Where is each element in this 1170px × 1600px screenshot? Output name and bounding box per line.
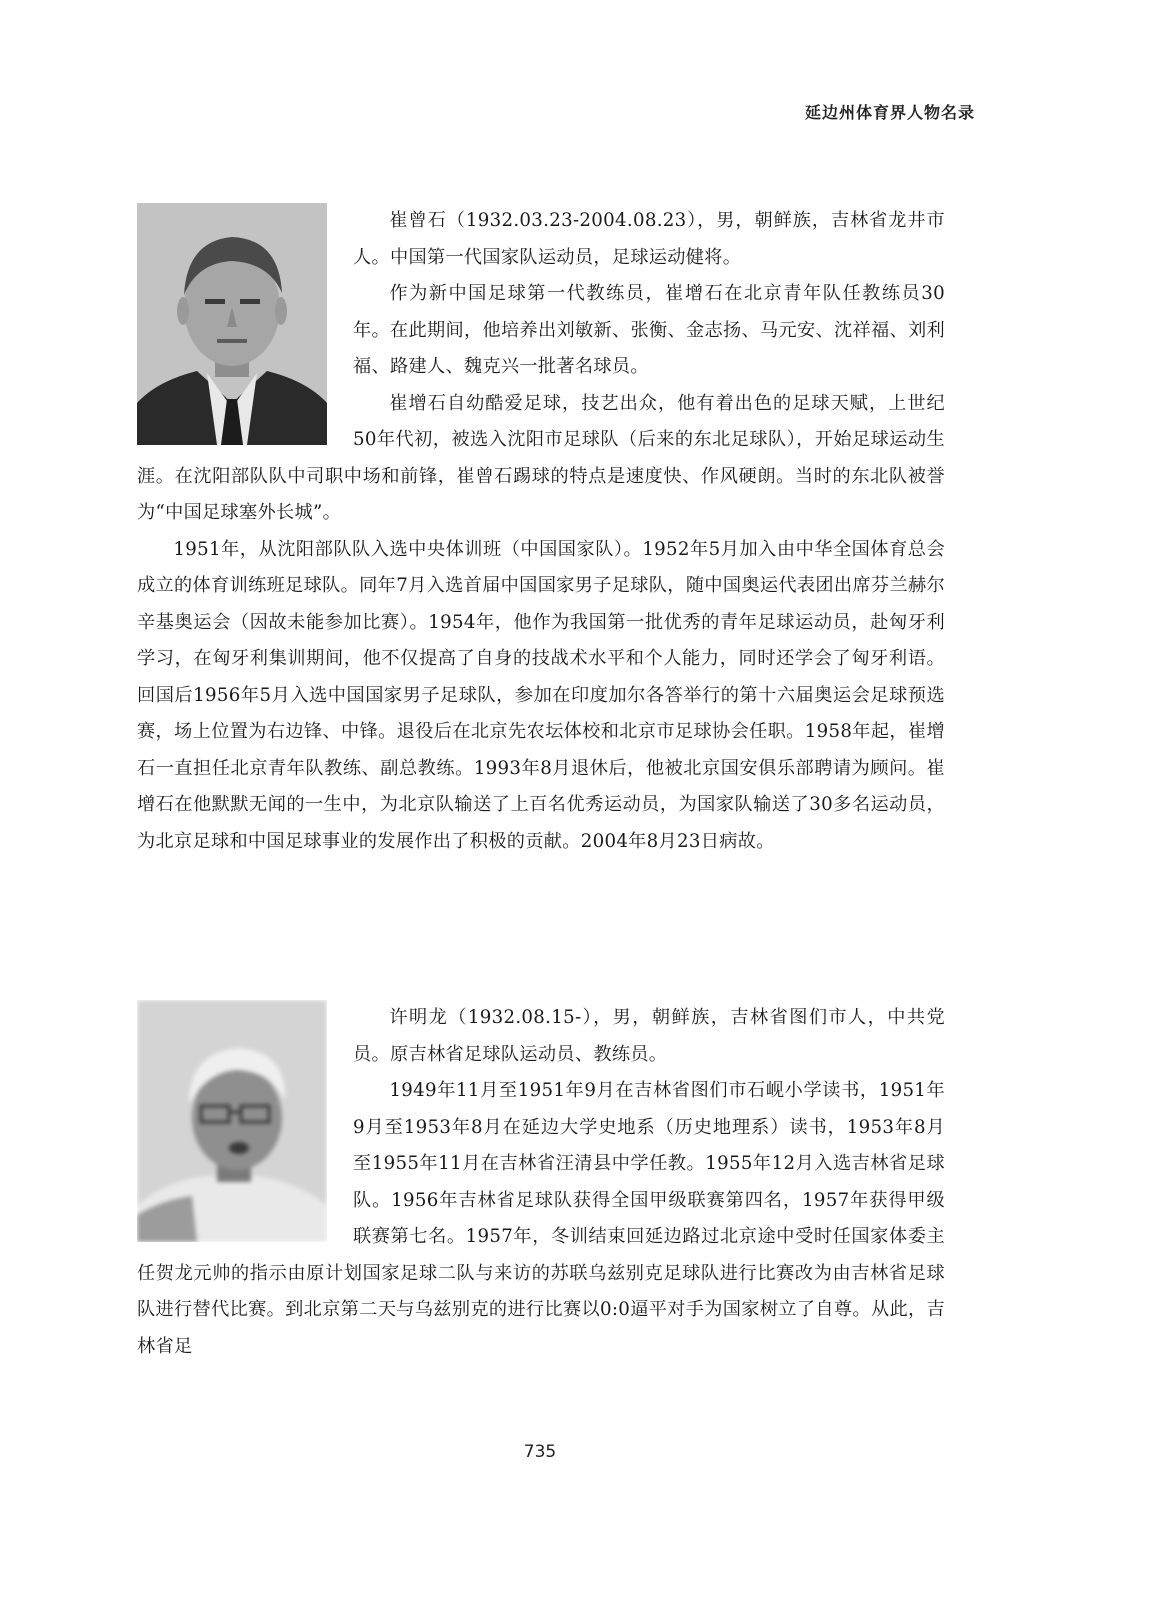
entry-paragraph: 1951年，从沈阳部队队入选中央体训班（中国国家队）。1952年5月加入由中华全国体育总会成立的体育训练班足球队。同年7月入选首届中国国家男子足球队，随中国奥运代表团出席芬兰赫尔辛基奥运会（因故未能参加比赛）。1954年，他作为我国第一批优秀的青年足球运动员，赴匈牙利学习，在匈牙利集训期间，他不仅提高了自身的技战术水平和个人能力，同时还学会了匈牙利语。回国后1956年5月入选中国国家男子足球队，参加在印度加尔各答举行的第十六届奥运会足球预选赛，场上位置为右边锋、中锋。退役后在北京先农坛体校和北京市足球协会任职。1958年起，崔增石一直担任北京青年队教练、副总教练。1993年8月退休后，他被北京国安俱乐部聘请为顾问。崔增石在他默默无闻的一生中，为北京队输送了上百名优秀运动员，为国家队输送了30多名运动员，为北京足球和中国足球事业的发展作出了积极的贡献。2004年8月23日病故。 xyxy=(137,538,945,852)
entry-paragraph: 许明龙（1932.08.15-），男，朝鲜族，吉林省图们市人，中共党员。原吉林省足球队运动员、教练员。 xyxy=(353,1007,945,1065)
page-number: 735 xyxy=(523,1442,557,1462)
entry-paragraph: 崔增石自幼酷爱足球，技艺出众，他有着出色的足球天赋，上世纪50年代初，被选入沈阳市足球队（后来的东北足球队），开始足球运动生涯。在沈阳部队队中司职中场和前锋，崔曾石踢球的特点是速度快、作风硬朗。当时的东北队被誉为“中国足球塞外长城”。 xyxy=(137,392,945,523)
entry-paragraph: 1949年11月至1951年9月在吉林省图们市石岘小学读书，1951年9月至1953年8月在延边大学史地系（历史地理系）读书，1953年8月至1955年11月在吉林省汪清县中学任教。1955年12月入选吉林省足球队。1956年吉林省足球队获得全国甲级联赛第四名，1957年获得甲级联赛第七名。1957年，冬训结束回延边路过北京途中受时任国家体委主任贺龙元帅的指示由原计划国家足球二队与来访的苏联乌兹别克足球队进行比赛改为由吉林省足球队进行替代比赛。到北京第二天与乌兹别克的进行比赛以0:0逼平对手为国家树立了自尊。从此，吉林省足 xyxy=(137,1080,945,1357)
running-header: 延边州体育界人物名录 xyxy=(804,103,975,122)
entry-paragraph: 崔曾石（1932.03.23-2004.08.23），男，朝鲜族，吉林省龙井市人。中国第一代国家队运动员，足球运动健将。 xyxy=(353,210,945,268)
entry-paragraph: 作为新中国足球第一代教练员，崔增石在北京青年队任教练员30年。在此期间，他培养出刘敏新、张衡、金志扬、马元安、沈祥福、刘利福、路建人、魏克兴一批著名球员。 xyxy=(353,283,945,377)
portrait-photo xyxy=(137,203,327,445)
portrait-photo xyxy=(137,1000,327,1242)
biography-entry xyxy=(137,203,945,860)
biography-entry xyxy=(137,1000,945,1365)
